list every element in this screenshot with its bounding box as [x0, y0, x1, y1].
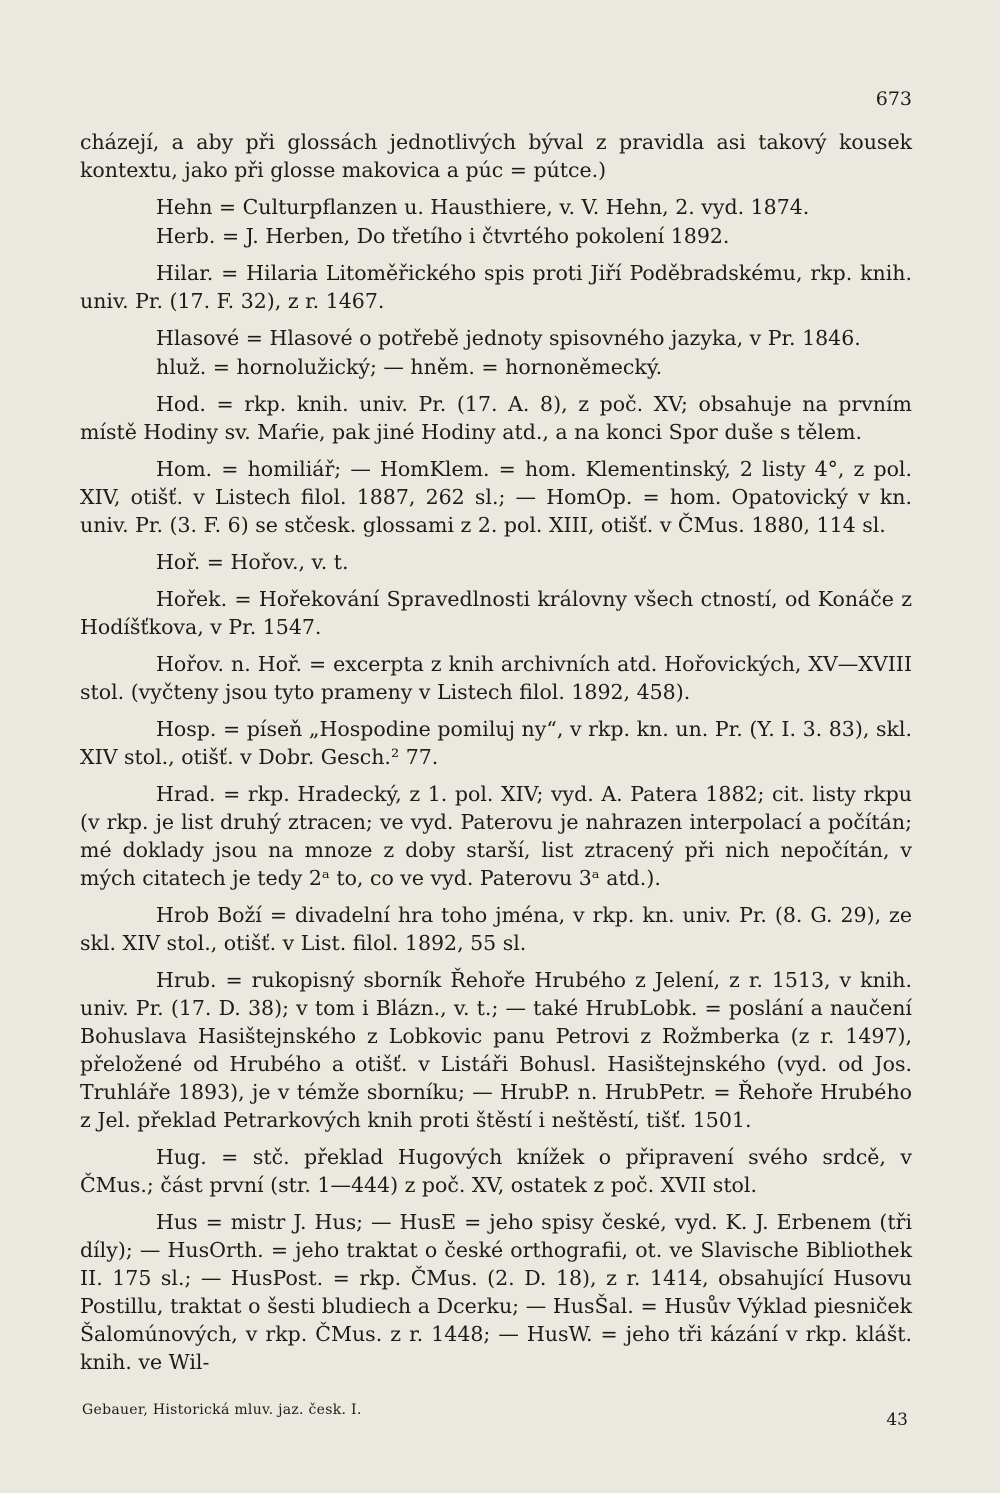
entry-hilar: Hilar. = Hilaria Litoměřického spis proti Jiří Poděbradskému, rkp. knih. univ. Pr. (17. F. 32), z r. 1467. [80, 261, 912, 313]
entry-hor: Hoř. = Hořov., v. t. [156, 550, 349, 574]
entry-horek: Hořek. = Hořekování Spravedlnosti královny všech ctností, od Konáče z Hodíšťkova, v Pr. 1547. [80, 587, 912, 639]
signature-mark: 43 [886, 1410, 908, 1430]
entry-hus: Hus = mistr J. Hus; — HusE = jeho spisy české, vyd. K. J. Erbenem (tři díly); — HusOrth. = jeho traktat o české orthografii, ot. ve Slavische Bibliothek II. 175 sl.; — HusPost. = rkp. ČMus. (2. D. 18), z r. 1414, obsahující Husovu Postillu, traktat o šesti bludiech a Dcerku; — HusŠal. = Husův Výklad piesniček Šalomúnových, v rkp. ČMus. z r. 1448; — HusW. = jeho tři kázání v rkp. klášt. knih. ve Wil- [80, 1210, 912, 1374]
page-number: 673 [875, 88, 912, 110]
entry-hrad: Hrad. = rkp. Hradecký, z 1. pol. XIV; vyd. A. Patera 1882; cit. listy rkpu (v rkp. je list druhý ztracen; ve vyd. Paterovu je nahrazen interpolací a počítán; mé doklady jsou na mnoze z doby starší, list ztracený při nich nepočítán, v mých citatech je tedy 2ᵃ to, co ve vyd. Paterovu 3ᵃ atd.). [80, 782, 912, 890]
entry-hug: Hug. = stč. překlad Hugových knížek o připravení svého srdcě, v ČMus.; část první (str. 1—444) z poč. XV, ostatek z poč. XVII stol. [80, 1145, 912, 1197]
entry-hom: Hom. = homiliář; — HomKlem. = hom. Klementinský, 2 listy 4°, z pol. XIV, otišť. v Listech filol. 1887, 262 sl.; — HomOp. = hom. Opatovický v kn. univ. Pr. (3. F. 6) se stčesk. glossami z 2. pol. XIII, otišť. v ČMus. 1880, 114 sl. [80, 457, 912, 537]
entry-hehn: Hehn = Culturpflanzen u. Hausthiere, v. V. Hehn, 2. vyd. 1874. [156, 195, 810, 219]
entry-hod: Hod. = rkp. knih. univ. Pr. (17. A. 8), z poč. XV; obsahuje na prvním místě Hodiny sv. Maŕie, pak jiné Hodiny atd., a na konci Spor duše s tělem. [80, 392, 912, 444]
dictionary-abbreviation-list [80, 128, 912, 1376]
entry-hosp: Hosp. = píseň „Hospodine pomiluj ny“, v rkp. kn. un. Pr. (Y. I. 3. 83), skl. XIV stol., otišť. v Dobr. Gesch.² 77. [80, 717, 912, 769]
running-footer: Gebauer, Historická mluv. jaz. česk. I. [82, 1402, 362, 1418]
continuation-paragraph: cházejí, a aby při glossách jednotlivých býval z pravidla asi takový kousek kontextu, jako při glosse makovica a púc = pútce.) [80, 130, 912, 182]
entry-hlasove: Hlasové = Hlasové o potřebě jednoty spisovného jazyka, v Pr. 1846. [156, 326, 861, 350]
entry-hrob-bozi: Hrob Boží = divadelní hra toho jména, v rkp. kn. univ. Pr. (8. G. 29), ze skl. XIV stol., otišť. v List. filol. 1892, 55 sl. [80, 903, 912, 955]
entry-horov: Hořov. n. Hoř. = excerpta z knih archivních atd. Hořovických, XV—XVIII stol. (vyčteny jsou tyto prameny v Listech filol. 1892, 458). [80, 652, 912, 704]
entry-herb: Herb. = J. Herben, Do třetího i čtvrtého pokolení 1892. [156, 224, 730, 248]
entry-hluz: hluž. = hornolužický; — hněm. = hornoněmecký. [156, 355, 663, 379]
entry-hrub: Hrub. = rukopisný sborník Řehoře Hrubého z Jelení, z r. 1513, v knih. univ. Pr. (17. D. 38); v tom i Blázn., v. t.; — také HrubLobk. = poslání a naučení Bohuslava Hasištejnského z Lobkovic panu Petrovi z Rožmberka (z r. 1497), přeložené od Hrubého a otišť. v Listáři Bohusl. Hasištejnského (vyd. od Jos. Truhláře 1893), je v témže sborníku; — HrubP. n. HrubPetr. = Řehoře Hrubého z Jel. překlad Petrarkových knih proti štěstí i neštěstí, tišť. 1501. [80, 968, 912, 1132]
